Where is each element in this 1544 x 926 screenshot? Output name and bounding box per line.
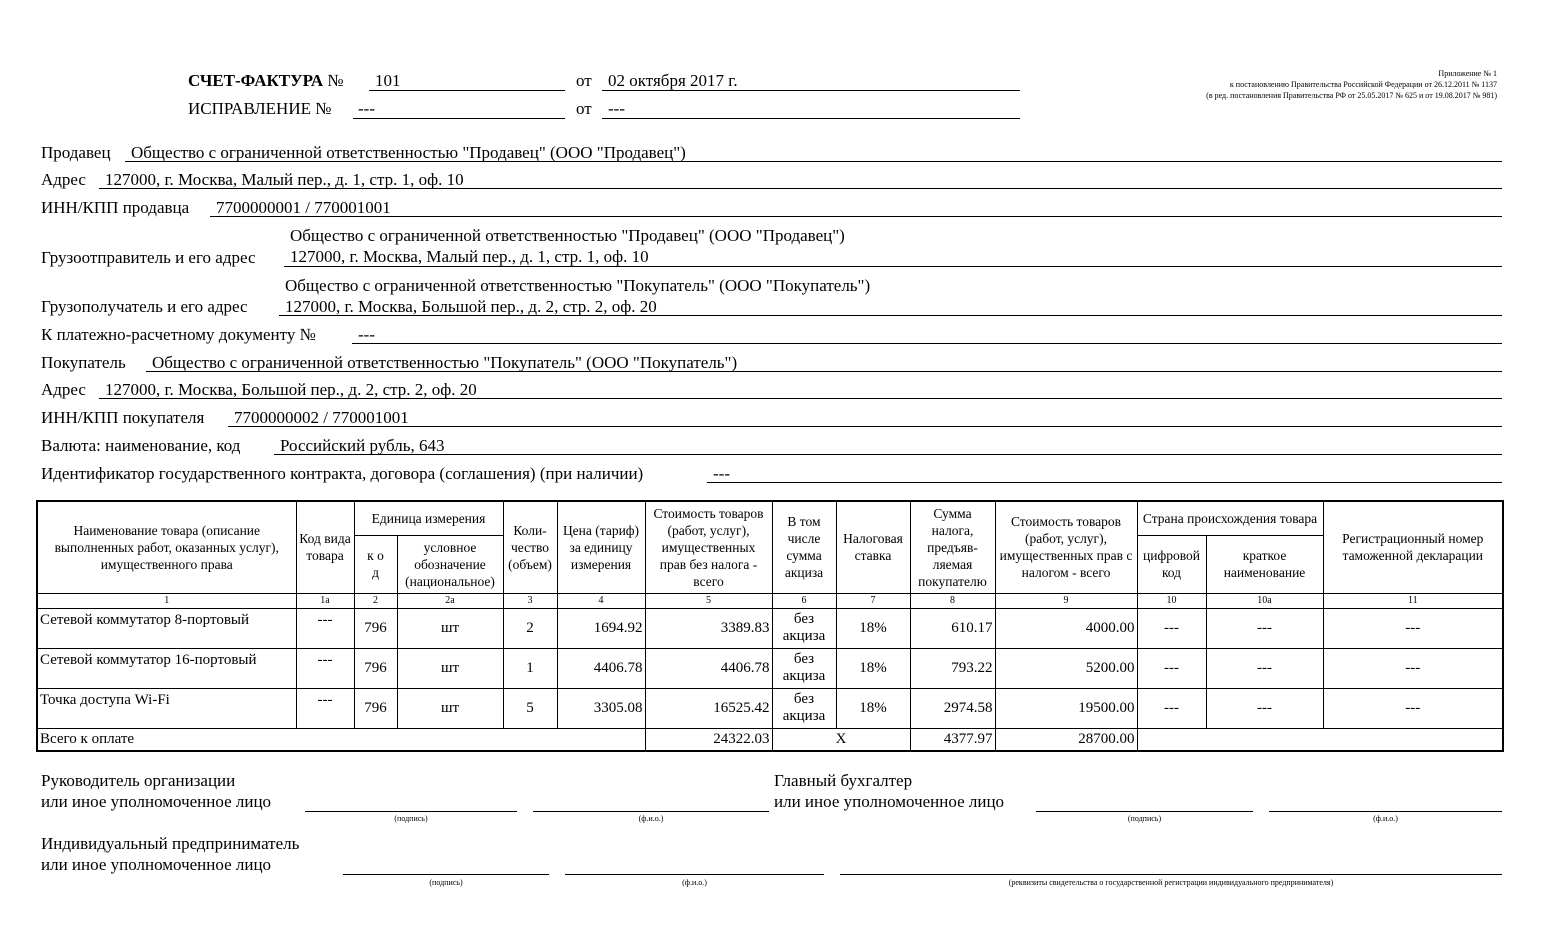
payment-doc-line [352, 343, 1502, 344]
buyer-address-value: 127000, г. Москва, Большой пер., д. 2, стр. 2, оф. 20 [105, 380, 477, 399]
seller-address-value: 127000, г. Москва, Малый пер., д. 1, стр. 1, оф. 10 [105, 170, 464, 189]
total-tax-sum: 4377.97 [910, 728, 995, 751]
header-unit: Единица измерения [354, 501, 503, 535]
currency-label: Валюта: наименование, код [41, 436, 241, 455]
cell-price: 4406.78 [557, 648, 645, 688]
cell-cost-no-tax: 16525.42 [645, 688, 772, 728]
accountant-sign-line [1036, 811, 1253, 812]
cell-cost-with-tax: 5200.00 [995, 648, 1137, 688]
entrepreneur-registration-line [840, 874, 1502, 875]
cell-country-code: --- [1137, 648, 1206, 688]
cell-country-code: --- [1137, 608, 1206, 648]
shipper-label: Грузоотправитель и его адрес [41, 248, 256, 267]
col-number: 1 [37, 593, 296, 608]
buyer-value: Общество с ограниченной ответственностью "Покупатель" (ООО "Покупатель") [152, 353, 738, 372]
appendix-line-1: Приложение № 1 [1438, 69, 1497, 78]
buyer-label: Покупатель [41, 353, 126, 372]
cell-name: Сетевой коммутатор 8-портовый [37, 608, 296, 648]
header-price: Цена (тариф) за единицу измерения [557, 501, 645, 593]
cell-kind-code: --- [296, 688, 354, 728]
correction-label: ИСПРАВЛЕНИЕ № [188, 99, 332, 118]
cell-excise: без акциза [772, 608, 836, 648]
col-number: 10 [1137, 593, 1206, 608]
buyer-address-label: Адрес [41, 380, 86, 399]
cell-qty: 5 [503, 688, 557, 728]
buyer-inn-value: 7700000002 / 770001001 [234, 408, 409, 427]
entrepreneur-fio-line [565, 874, 824, 875]
header-country-name: краткое наименование [1206, 535, 1323, 593]
header-name: Наименование товара (описание выполненных работ, оказанных услуг), имущественного права [37, 501, 296, 593]
cell-customs: --- [1323, 608, 1503, 648]
col-number: 9 [995, 593, 1137, 608]
table-row [37, 648, 1503, 688]
total-excise: X [772, 728, 910, 751]
accountant-fio-caption: (ф.и.о.) [1373, 814, 1398, 823]
payment-doc-label: К платежно-расчетному документу № [41, 325, 316, 344]
head-sign-caption: (подпись) [394, 814, 428, 823]
contract-value: --- [713, 464, 730, 483]
consignee-address: 127000, г. Москва, Большой пер., д. 2, стр. 2, оф. 20 [285, 297, 657, 316]
table-row [37, 608, 1503, 648]
correction-date-line [602, 118, 1020, 119]
col-number: 11 [1323, 593, 1503, 608]
cell-excise: без акциза [772, 648, 836, 688]
cell-unit-name: шт [397, 648, 503, 688]
cell-cost-with-tax: 19500.00 [995, 688, 1137, 728]
entrepreneur-registration-caption: (реквизиты свидетельства о государственной регистрации индивидуального предпринимателя) [1008, 878, 1334, 887]
payment-doc-value: --- [358, 325, 375, 344]
seller-inn-label: ИНН/КПП продавца [41, 198, 190, 217]
entrepreneur-fio-caption: (ф.и.о.) [682, 878, 707, 887]
header-kind-code: Код вида товара [296, 501, 354, 593]
invoice-number: 101 [375, 71, 401, 90]
col-number: 1а [296, 593, 354, 608]
header-tax-rate: Налоговая ставка [836, 501, 910, 593]
total-cost-with-tax: 28700.00 [995, 728, 1137, 751]
currency-line [274, 454, 1502, 455]
table-row [37, 688, 1503, 728]
head-fio-caption: (ф.и.о.) [638, 814, 664, 823]
head-fio-line [533, 811, 769, 812]
from-label: от [576, 71, 592, 90]
number-sign: № [327, 71, 344, 90]
cell-unit-code: 796 [354, 648, 397, 688]
col-number: 4 [557, 593, 645, 608]
cell-tax-sum: 2974.58 [910, 688, 995, 728]
cell-country-name: --- [1206, 688, 1323, 728]
consignee-label: Грузополучатель и его адрес [41, 297, 248, 316]
cell-tax-rate: 18% [836, 608, 910, 648]
col-number: 6 [772, 593, 836, 608]
cell-qty: 1 [503, 648, 557, 688]
header-country-code: цифровой код [1137, 535, 1206, 593]
cell-tax-rate: 18% [836, 688, 910, 728]
cell-name: Сетевой коммутатор 16-портовый [37, 648, 296, 688]
invoice-date: 02 октября 2017 г. [608, 71, 738, 90]
total-cost-no-tax: 24322.03 [645, 728, 772, 751]
invoice-title [188, 71, 344, 91]
head-line-1: Руководитель организации [41, 771, 236, 790]
header-unit-code: к о д [354, 535, 397, 593]
cell-tax-sum: 610.17 [910, 608, 995, 648]
col-number: 2 [354, 593, 397, 608]
accountant-fio-line [1269, 811, 1502, 812]
seller-inn-line [210, 216, 1502, 217]
consignee-name: Общество с ограниченной ответственностью "Покупатель" (ООО "Покупатель") [285, 276, 871, 295]
correction-date: --- [608, 99, 625, 118]
header-cost-no-tax: Стоимость товаров (работ, услуг), имущественных прав без налога - всего [645, 501, 772, 593]
cell-price: 3305.08 [557, 688, 645, 728]
cell-unit-code: 796 [354, 608, 397, 648]
entrepreneur-sign-caption: (подпись) [429, 878, 463, 887]
seller-inn-value: 7700000001 / 770001001 [216, 198, 391, 217]
cell-name: Точка доступа Wi-Fi [37, 688, 296, 728]
cell-unit-name: шт [397, 688, 503, 728]
cell-price: 1694.92 [557, 608, 645, 648]
col-number: 8 [910, 593, 995, 608]
seller-label: Продавец [41, 143, 111, 162]
correction-from-label: от [576, 99, 592, 118]
appendix-line-3: (в ред. постановления Правительства РФ от 25.05.2017 № 625 и от 19.08.2017 № 981) [1206, 91, 1497, 100]
total-label: Всего к оплате [37, 728, 645, 751]
entrepreneur-line-1: Индивидуальный предприниматель [41, 834, 300, 853]
col-number: 10а [1206, 593, 1323, 608]
shipper-name: Общество с ограниченной ответственностью "Продавец" (ООО "Продавец") [290, 226, 845, 245]
currency-value: Российский рубль, 643 [280, 436, 445, 455]
total-row [37, 728, 1503, 751]
cell-country-code: --- [1137, 688, 1206, 728]
appendix-line-2: к постановлению Правительства Российской Федерации от 26.12.2011 № 1137 [1229, 80, 1497, 89]
cell-excise: без акциза [772, 688, 836, 728]
cell-country-name: --- [1206, 608, 1323, 648]
col-number: 5 [645, 593, 772, 608]
head-line-2: или иное уполномоченное лицо [41, 792, 272, 811]
cell-tax-sum: 793.22 [910, 648, 995, 688]
header-customs: Регистрационный номер таможенной декларации [1323, 501, 1503, 593]
total-empty [1137, 728, 1503, 751]
cell-country-name: --- [1206, 648, 1323, 688]
head-sign-line [305, 811, 517, 812]
cell-kind-code: --- [296, 648, 354, 688]
cell-qty: 2 [503, 608, 557, 648]
header-qty: Коли-чество (объем) [503, 501, 557, 593]
header-country: Страна происхождения товара [1137, 501, 1323, 535]
header-unit-name: условное обозначение (национальное) [397, 535, 503, 593]
seller-value: Общество с ограниченной ответственностью "Продавец" (ООО "Продавец") [131, 143, 686, 162]
buyer-inn-line [228, 426, 1502, 427]
accountant-sign-caption: (подпись) [1127, 814, 1162, 823]
cell-customs: --- [1323, 648, 1503, 688]
contract-label: Идентификатор государственного контракта, договора (соглашения) (при наличии) [41, 464, 644, 483]
cell-customs: --- [1323, 688, 1503, 728]
correction-number-line [353, 118, 565, 119]
accountant-line-1: Главный бухгалтер [774, 771, 913, 790]
contract-line [707, 482, 1502, 483]
cell-unit-code: 796 [354, 688, 397, 728]
entrepreneur-sign-line [343, 874, 549, 875]
correction-number: --- [358, 99, 375, 118]
header-tax-sum: Сумма налога, предъяв-ляемая покупателю [910, 501, 995, 593]
seller-address-label: Адрес [41, 170, 86, 189]
cell-cost-with-tax: 4000.00 [995, 608, 1137, 648]
header-excise: В том числе сумма акциза [772, 501, 836, 593]
cell-kind-code: --- [296, 608, 354, 648]
entrepreneur-line-2: или иное уполномоченное лицо [41, 855, 272, 874]
shipper-address: 127000, г. Москва, Малый пер., д. 1, стр. 1, оф. 10 [290, 247, 649, 266]
header-cost-with-tax: Стоимость товаров (работ, услуг), имущественных прав с налогом - всего [995, 501, 1137, 593]
cell-cost-no-tax: 4406.78 [645, 648, 772, 688]
col-number: 7 [836, 593, 910, 608]
cell-cost-no-tax: 3389.83 [645, 608, 772, 648]
cell-tax-rate: 18% [836, 648, 910, 688]
buyer-inn-label: ИНН/КПП покупателя [41, 408, 205, 427]
col-number: 3 [503, 593, 557, 608]
invoice-label: СЧЕТ-ФАКТУРА [188, 71, 324, 90]
cell-unit-name: шт [397, 608, 503, 648]
col-number: 2а [397, 593, 503, 608]
invoice-table [36, 500, 1504, 752]
accountant-line-2: или иное уполномоченное лицо [774, 792, 1005, 811]
